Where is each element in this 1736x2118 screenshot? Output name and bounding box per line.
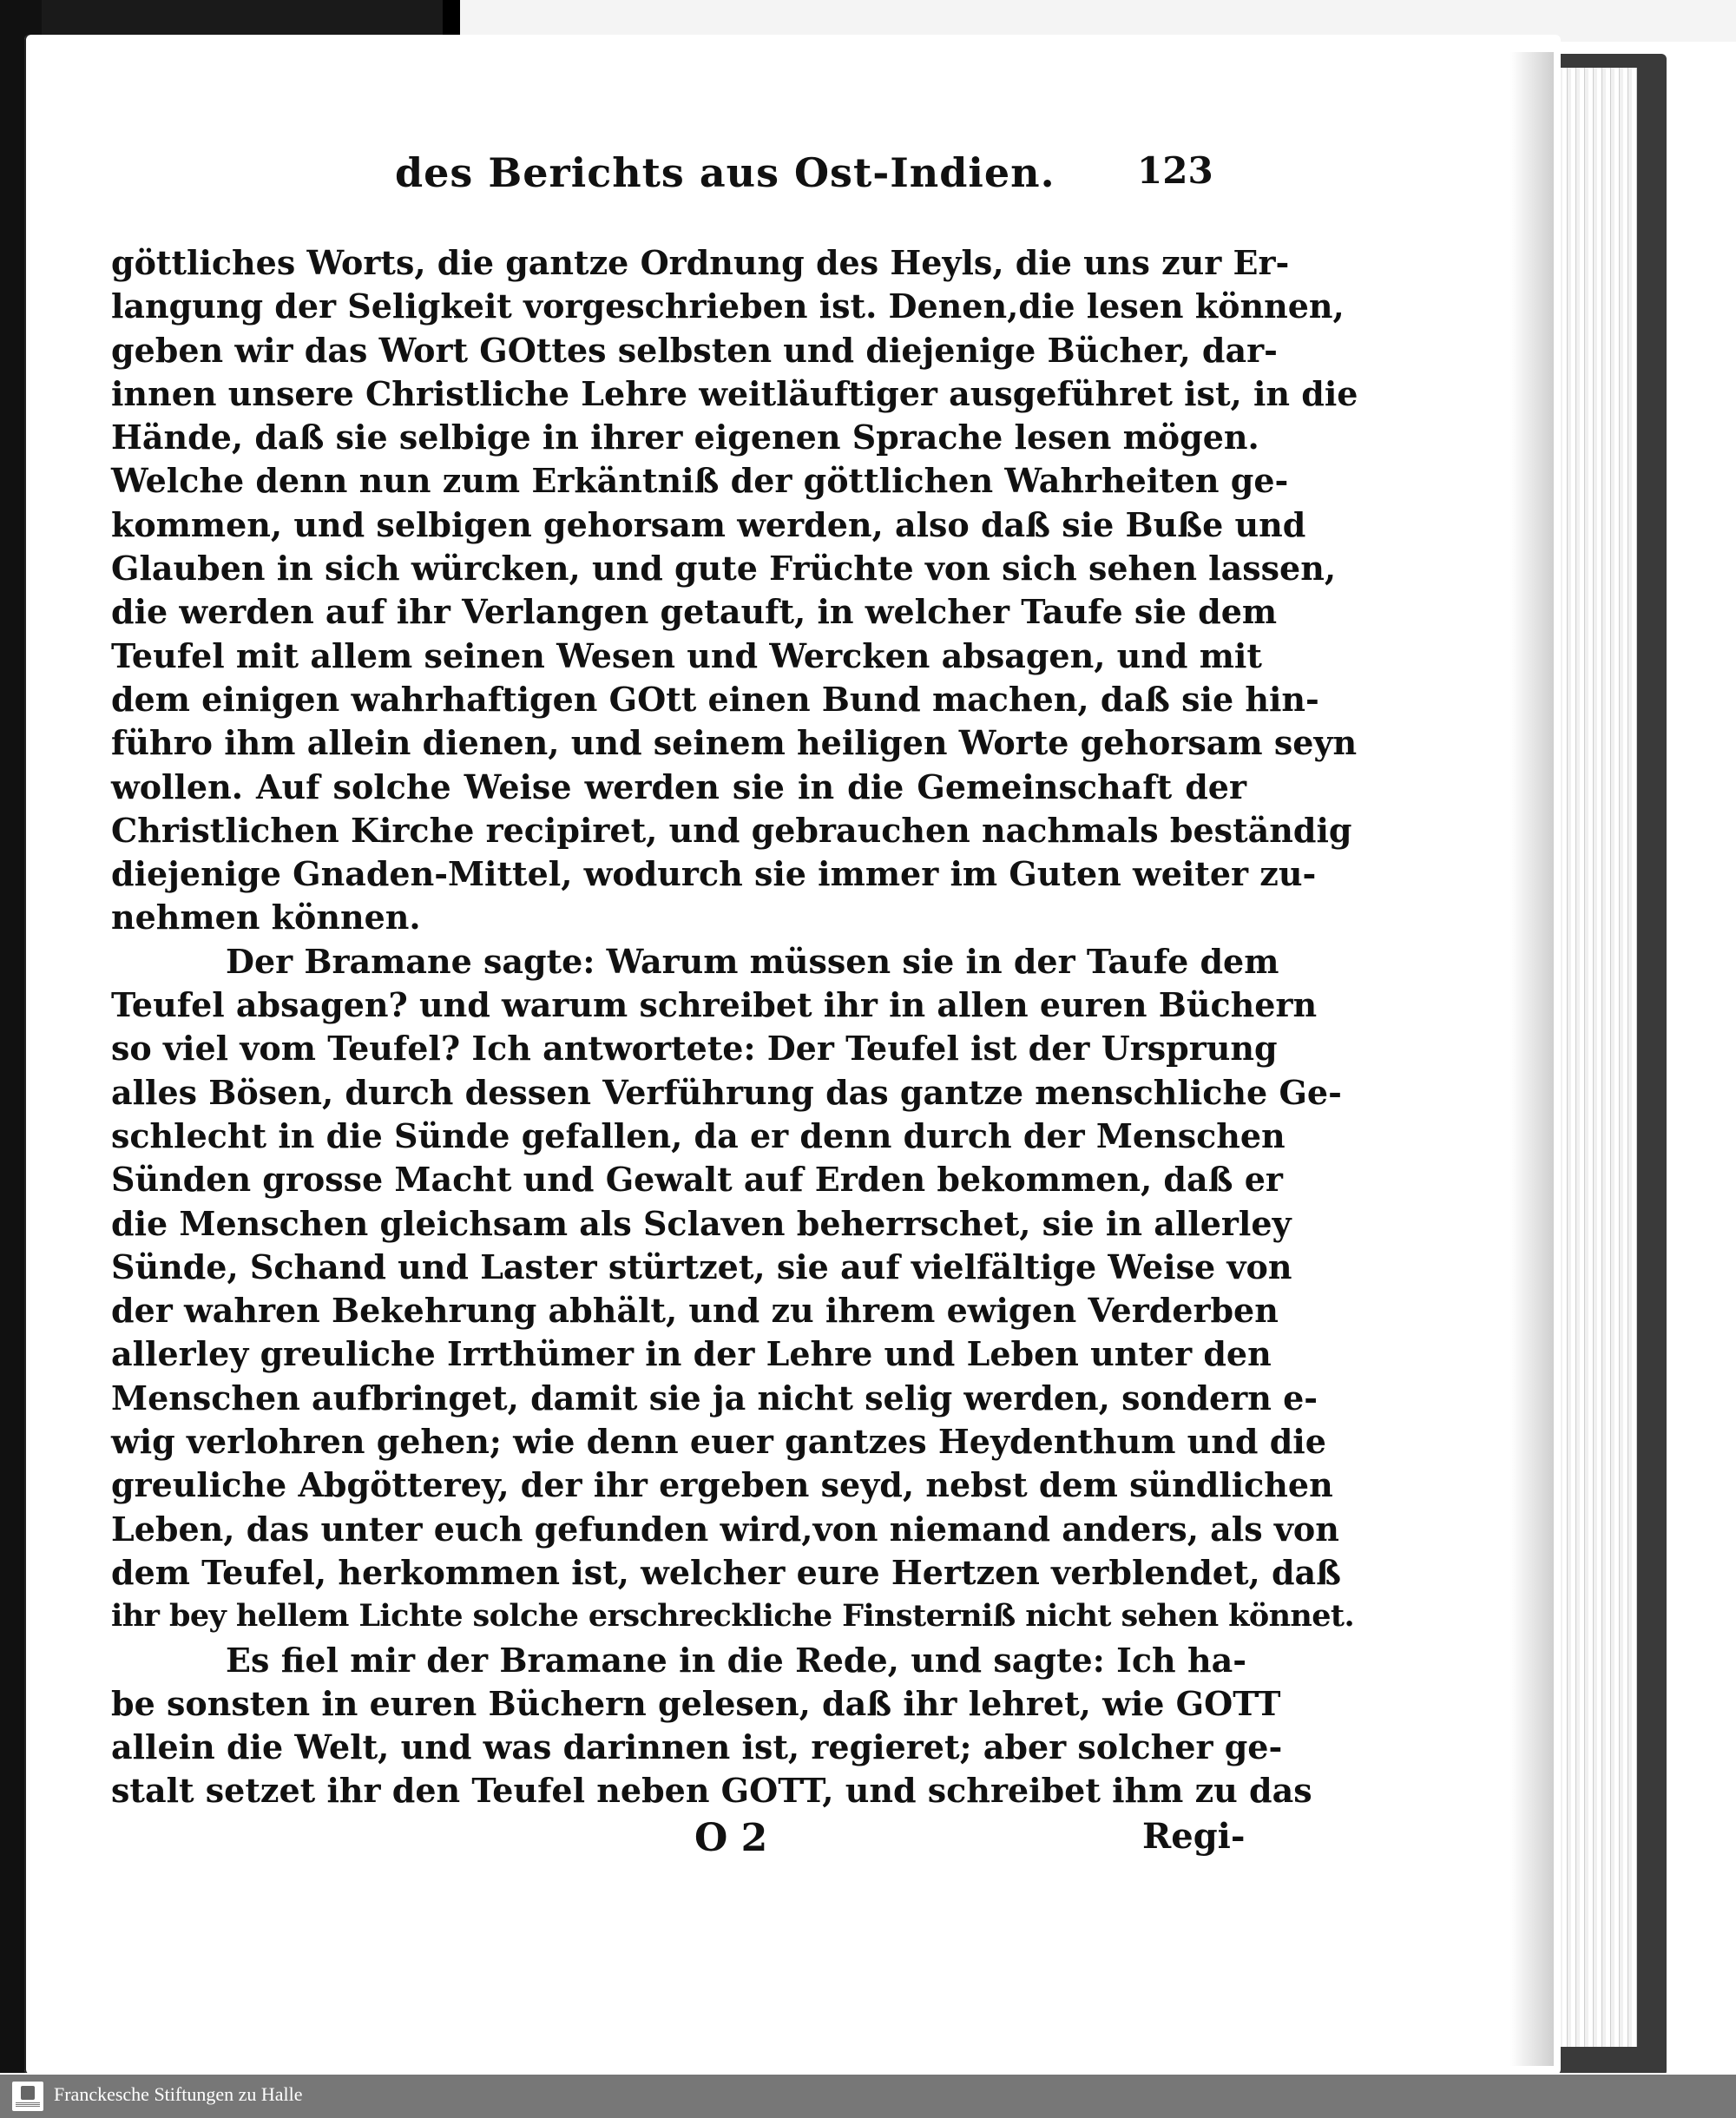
text-line: nehmen können. <box>111 898 421 937</box>
text-line: schlecht in die Sünde gefallen, da er denn durch der Menschen <box>111 1115 1286 1155</box>
logo-lettering <box>16 2102 40 2107</box>
text-line: dem Teufel, herkommen ist, welcher eure Hertzen verblendet, daß <box>111 1552 1342 1592</box>
text-line: Glauben in sich würcken, und gute Früchte von sich sehen lassen, <box>111 549 1337 589</box>
text-line: die Menschen gleichsam als Sclaven beherrschet, sie in allerley <box>111 1203 1292 1243</box>
text-line: Leben, das unter euch gefunden wird,von niemand anders, als von <box>111 1509 1339 1549</box>
text-line: allein die Welt, und was darinnen ist, regieret; aber solcher ge- <box>111 1727 1283 1767</box>
text-line: Welche denn nun zum Erkäntniß der göttlichen Wahrheiten ge- <box>111 461 1289 501</box>
text-line: kommen, und selbigen gehorsam werden, also daß sie Buße und <box>111 504 1306 544</box>
text-line: stalt setzet ihr den Teufel neben GOTT, und schreibet ihm zu das <box>111 1771 1312 1811</box>
text-line: langung der Seligkeit vorgeschrieben ist. Denen,die lesen können, <box>111 286 1345 326</box>
page-gutter-shadow <box>1510 52 1554 2066</box>
text-line: wollen. Auf solche Weise werden sie in die Gemeinschaft der <box>111 766 1246 806</box>
archive-institution: Franckesche Stiftungen zu Halle <box>54 2083 303 2105</box>
text-line: Hände, daß sie selbige in ihrer eigenen Sprache lesen mögen. <box>111 418 1259 457</box>
text-line: diejenige Gnaden-Mittel, wodurch sie immer im Guten weiter zu- <box>111 854 1317 894</box>
running-head: des Berichts aus Ost-Indien. <box>395 149 1055 196</box>
text-line: allerley greuliche Irrthümer in der Lehre und Leben unter den <box>111 1334 1272 1374</box>
text-line: Sünde, Schand und Laster stürtzet, sie auf vielfältige Weise von <box>111 1246 1292 1286</box>
text-line: greuliche Abgötterey, der ihr ergeben seyd, nebst dem sündlichen <box>111 1465 1333 1505</box>
text-line: Teufel mit allem seinen Wesen und Wercken absagen, und mit <box>111 635 1262 675</box>
text-line: göttliches Worts, die gantze Ordnung des Heyls, die uns zur Er- <box>111 243 1290 282</box>
text-line: die werden auf ihr Verlangen getauft, in welcher Taufe sie dem <box>111 592 1278 632</box>
signature-mark: O 2 <box>694 1816 768 1860</box>
text-line: ihr bey hellem Lichte solche erschreckliche Finsterniß nicht sehen könnet. <box>111 1598 1355 1635</box>
text-line: innen unsere Christliche Lehre weitläuftiger ausgeführet ist, in die <box>111 373 1358 413</box>
text-line: Der Bramane sagte: Warum müssen sie in der Taufe dem <box>226 941 1279 981</box>
page-edges <box>1554 68 1637 2047</box>
text-line: alles Bösen, durch dessen Verführung das gantze menschliche Ge- <box>111 1072 1342 1112</box>
body-text <box>111 241 1358 1813</box>
page-number: 123 <box>1137 149 1213 192</box>
text-line: führo ihm allein dienen, und seinem heiligen Worte gehorsam seyn <box>111 723 1358 763</box>
text-line: der wahren Bekehrung abhält, und zu ihrem ewigen Verderben <box>111 1291 1279 1331</box>
text-line: Sünden grosse Macht und Gewalt auf Erden bekommen, daß er <box>111 1160 1283 1200</box>
text-line: Menschen aufbringet, damit sie ja nicht selig werden, sondern e- <box>111 1378 1318 1417</box>
archive-logo-icon <box>12 2082 43 2111</box>
catchword: Regi- <box>1142 1816 1246 1857</box>
text-line: be sonsten in euren Büchern gelesen, daß ihr lehret, wie GOTT <box>111 1683 1281 1723</box>
text-line: so viel vom Teufel? Ich antwortete: Der Teufel ist der Ursprung <box>111 1029 1278 1069</box>
text-line: wig verlohren gehen; wie denn euer gantzes Heydenthum und die <box>111 1422 1326 1462</box>
text-line: Es fiel mir der Bramane in die Rede, und sagte: Ich ha- <box>226 1640 1246 1680</box>
text-line: Teufel absagen? und warum schreibet ihr in allen euren Büchern <box>111 985 1318 1025</box>
text-line: dem einigen wahrhaftigen GOtt einen Bund machen, daß sie hin- <box>111 679 1319 719</box>
text-line: geben wir das Wort GOttes selbsten und diejenige Bücher, dar- <box>111 330 1278 370</box>
logo-mark <box>21 2086 35 2100</box>
text-line: Christlichen Kirche recipiret, und gebrauchen nachmals beständig <box>111 810 1352 850</box>
